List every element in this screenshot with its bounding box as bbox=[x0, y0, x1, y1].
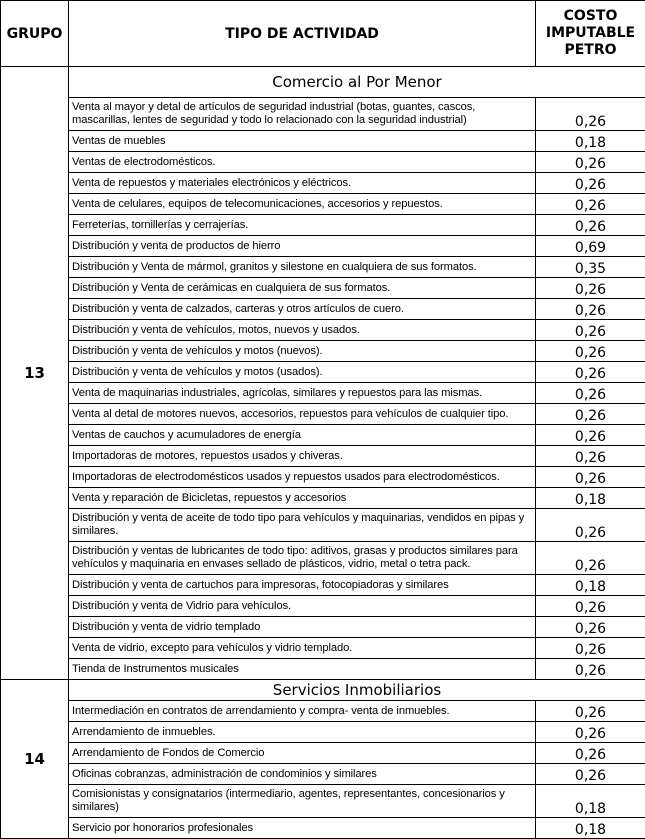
cost-cell: 0,26 bbox=[536, 425, 645, 446]
cost-cell: 0,26 bbox=[536, 299, 645, 320]
activity-cell: Distribución y Venta de cerámicas en cualquiera de sus formatos. bbox=[69, 278, 536, 299]
table-row bbox=[1, 362, 645, 383]
activity-cell: Comisionistas y consignatarios (intermediario, agentes, representantes, concesionarios y similares) bbox=[69, 785, 536, 818]
activity-cell: Distribución y venta de productos de hierro bbox=[69, 236, 536, 257]
table-row bbox=[1, 638, 645, 659]
header-costo-line3: PETRO bbox=[564, 42, 617, 58]
cost-cell: 0,26 bbox=[536, 659, 645, 680]
table-row bbox=[1, 509, 645, 542]
activity-cell: Servicio por honorarios profesionales bbox=[69, 818, 536, 839]
section-title: Comercio al Por Menor bbox=[69, 67, 645, 98]
cost-cell: 0,26 bbox=[536, 596, 645, 617]
cost-cell: 0,26 bbox=[536, 743, 645, 764]
cost-cell: 0,18 bbox=[536, 131, 645, 152]
table-row bbox=[1, 257, 645, 278]
activity-cell: Intermediación en contratos de arrendamiento y compra- venta de inmuebles. bbox=[69, 701, 536, 722]
activity-cell: Venta al detal de motores nuevos, accesorios, repuestos para vehículos de cualquier tipo. bbox=[69, 404, 536, 425]
cost-cell: 0,26 bbox=[536, 152, 645, 173]
activity-cell: Ventas de electrodomésticos. bbox=[69, 152, 536, 173]
table-row bbox=[1, 446, 645, 467]
activity-cell: Importadoras de electrodomésticos usados y repuestos usados para electrodomésticos. bbox=[69, 467, 536, 488]
table-row bbox=[1, 173, 645, 194]
table-row bbox=[1, 131, 645, 152]
table-row bbox=[1, 596, 645, 617]
group-number: 13 bbox=[1, 67, 69, 680]
cost-cell: 0,26 bbox=[536, 278, 645, 299]
activity-cell: Distribución y venta de vehículos, motos, nuevos y usados. bbox=[69, 320, 536, 341]
table-row bbox=[1, 542, 645, 575]
activity-cell: Venta de celulares, equipos de telecomunicaciones, accesorios y repuestos. bbox=[69, 194, 536, 215]
activity-cell: Importadoras de motores, repuestos usados y chiveras. bbox=[69, 446, 536, 467]
table-row bbox=[1, 617, 645, 638]
cost-cell: 0,18 bbox=[536, 818, 645, 839]
table-row bbox=[1, 701, 645, 722]
activity-cell: Venta y reparación de Bicicletas, repuestos y accesorios bbox=[69, 488, 536, 509]
cost-cell: 0,26 bbox=[536, 722, 645, 743]
activity-cell: Venta al mayor y detal de artículos de seguridad industrial (botas, guantes, cascos, mascarillas, lentes de seguridad y todo lo relacionado con la seguridad industrial) bbox=[69, 98, 536, 131]
table-row bbox=[1, 488, 645, 509]
cost-cell: 0,26 bbox=[536, 341, 645, 362]
activity-cell: Arrendamiento de Fondos de Comercio bbox=[69, 743, 536, 764]
table-row bbox=[1, 215, 645, 236]
table-row bbox=[1, 425, 645, 446]
activity-cell: Ventas de muebles bbox=[69, 131, 536, 152]
table-row bbox=[1, 764, 645, 785]
table-row bbox=[1, 236, 645, 257]
activity-cell: Venta de maquinarias industriales, agrícolas, similares y repuestos para las mismas. bbox=[69, 383, 536, 404]
table-row bbox=[1, 278, 645, 299]
activity-cell: Distribución y venta de vidrio templado bbox=[69, 617, 536, 638]
cost-cell: 0,26 bbox=[536, 173, 645, 194]
cost-cell: 0,35 bbox=[536, 257, 645, 278]
table-row bbox=[1, 98, 645, 131]
cost-cell: 0,26 bbox=[536, 383, 645, 404]
cost-cell: 0,18 bbox=[536, 575, 645, 596]
cost-cell: 0,26 bbox=[536, 701, 645, 722]
cost-cell: 0,26 bbox=[536, 446, 645, 467]
cost-cell: 0,26 bbox=[536, 638, 645, 659]
activity-cell: Venta de vidrio, excepto para vehículos y vidrio templado. bbox=[69, 638, 536, 659]
cost-cell: 0,26 bbox=[536, 362, 645, 383]
activity-cell: Oficinas cobranzas, administración de condominios y similares bbox=[69, 764, 536, 785]
activity-cell: Distribución y venta de calzados, carteras y otros artículos de cuero. bbox=[69, 299, 536, 320]
table-row bbox=[1, 320, 645, 341]
table-row bbox=[1, 785, 645, 818]
table-row bbox=[1, 818, 645, 839]
cost-cell: 0,26 bbox=[536, 617, 645, 638]
activity-cell: Tienda de Instrumentos musicales bbox=[69, 659, 536, 680]
cost-cell: 0,26 bbox=[536, 98, 645, 131]
section-row bbox=[1, 67, 645, 98]
header-costo-line1: COSTO bbox=[563, 8, 618, 24]
section-row bbox=[1, 680, 645, 701]
table-row bbox=[1, 383, 645, 404]
activity-cell: Distribución y venta de aceite de todo tipo para vehículos y maquinarias, vendidos en pipas y similares. bbox=[69, 509, 536, 542]
activity-cell: Distribución y Venta de mármol, granitos y silestone en cualquiera de sus formatos. bbox=[69, 257, 536, 278]
cost-cell: 0,26 bbox=[536, 467, 645, 488]
activity-cell: Distribución y venta de vehículos y motos (usados). bbox=[69, 362, 536, 383]
section-title: Servicios Inmobiliarios bbox=[69, 680, 645, 701]
cost-cell: 0,26 bbox=[536, 404, 645, 425]
cost-cell: 0,26 bbox=[536, 194, 645, 215]
cost-cell: 0,26 bbox=[536, 542, 645, 575]
activity-cell: Distribución y venta de Vidrio para vehículos. bbox=[69, 596, 536, 617]
table-row bbox=[1, 152, 645, 173]
cost-cell: 0,26 bbox=[536, 215, 645, 236]
activity-cell: Ferreterías, tornillerías y cerrajerías. bbox=[69, 215, 536, 236]
activity-cell: Ventas de cauchos y acumuladores de energía bbox=[69, 425, 536, 446]
group-number: 14 bbox=[1, 680, 69, 839]
activity-cell: Venta de repuestos y materiales electrónicos y eléctricos. bbox=[69, 173, 536, 194]
table-row bbox=[1, 575, 645, 596]
cost-cell: 0,26 bbox=[536, 320, 645, 341]
activity-cell: Distribución y venta de vehículos y motos (nuevos). bbox=[69, 341, 536, 362]
table-row bbox=[1, 341, 645, 362]
table-row bbox=[1, 659, 645, 680]
table-row bbox=[1, 743, 645, 764]
header-grupo: GRUPO bbox=[1, 1, 69, 67]
header-tipo-actividad: TIPO DE ACTIVIDAD bbox=[69, 1, 536, 67]
table-row bbox=[1, 722, 645, 743]
table-row bbox=[1, 299, 645, 320]
table-row bbox=[1, 467, 645, 488]
table-row bbox=[1, 404, 645, 425]
activity-cell: Arrendamiento de inmuebles. bbox=[69, 722, 536, 743]
cost-cell: 0,69 bbox=[536, 236, 645, 257]
activity-cell: Distribución y venta de cartuchos para impresoras, fotocopiadoras y similares bbox=[69, 575, 536, 596]
activity-cell: Distribución y ventas de lubricantes de todo tipo: aditivos, grasas y productos similares para vehículos y maquinaria en envases sellado de plásticos, vidrio, metal o tetra pack. bbox=[69, 542, 536, 575]
cost-cell: 0,26 bbox=[536, 509, 645, 542]
cost-cell: 0,18 bbox=[536, 488, 645, 509]
header-costo-imputable-petro bbox=[536, 1, 645, 67]
cost-cell: 0,26 bbox=[536, 764, 645, 785]
cost-cell: 0,18 bbox=[536, 785, 645, 818]
table-row bbox=[1, 194, 645, 215]
header-costo-line2: IMPUTABLE bbox=[545, 25, 636, 41]
